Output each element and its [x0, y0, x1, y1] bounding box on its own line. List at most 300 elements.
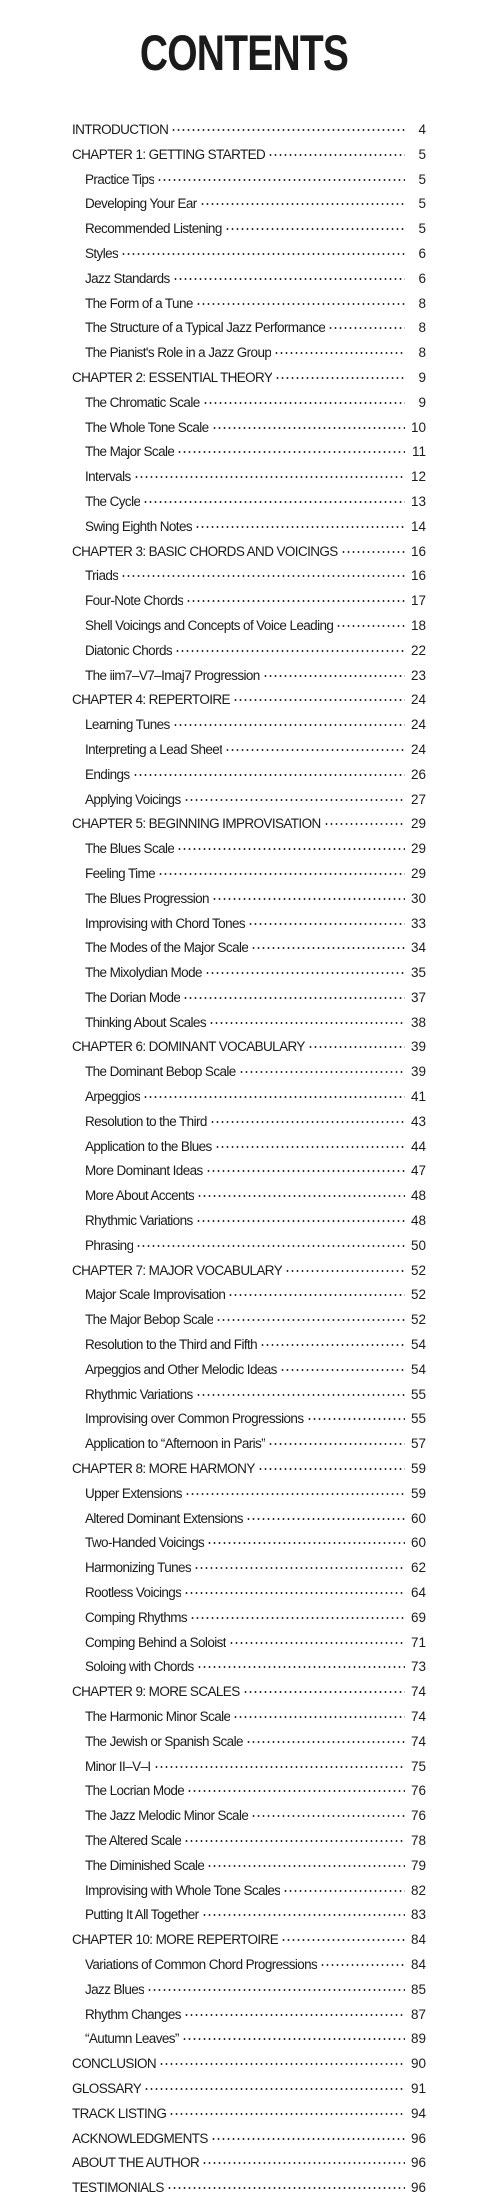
toc-page-number: 29 — [410, 841, 426, 857]
toc-chapter-entry — [72, 540, 426, 565]
toc-subentry — [72, 1581, 426, 1606]
toc-entry-title: The Blues Scale — [85, 841, 175, 857]
toc-entry-title: The Pianist's Role in a Jazz Group — [85, 345, 272, 361]
toc-entry-title: Interpreting a Lead Sheet — [85, 741, 223, 757]
toc-page-number: 35 — [410, 965, 426, 981]
toc-page-number: 74 — [410, 1684, 426, 1700]
toc-page-number: 50 — [410, 1237, 426, 1253]
dot-leader — [280, 1369, 405, 1371]
toc-entry-title: CONCLUSION — [72, 2056, 157, 2072]
dot-leader — [275, 377, 405, 379]
toc-subentry — [72, 1879, 426, 1904]
toc-chapter-entry — [72, 2151, 426, 2176]
toc-page-number: 11 — [411, 444, 426, 460]
dot-leader — [243, 1691, 405, 1693]
dot-leader — [121, 253, 405, 255]
toc-subentry — [72, 465, 426, 490]
toc-page-number: 94 — [410, 2105, 426, 2121]
dot-leader — [210, 1121, 405, 1123]
page-title: CONTENTS — [139, 25, 349, 81]
toc-entry-title: Arpeggios — [85, 1089, 141, 1105]
toc-entry-title: The Harmonic Minor Scale — [85, 1709, 231, 1724]
toc-subentry — [72, 1011, 426, 1036]
toc-entry-title: CHAPTER 6: DOMINANT VOCABULARY — [72, 1039, 305, 1055]
dot-leader — [307, 1418, 406, 1420]
dot-leader — [195, 526, 405, 528]
toc-page-number: 23 — [410, 667, 426, 683]
toc-entry-title: The Structure of a Typical Jazz Performance — [85, 320, 326, 336]
toc-entry-title: Styles — [85, 245, 119, 261]
toc-page-number: 12 — [410, 469, 426, 485]
toc-page-number: 60 — [410, 1510, 426, 1526]
dot-leader — [246, 1518, 405, 1520]
toc-entry-title: Altered Dominant Extensions — [85, 1510, 243, 1526]
toc-subentry — [72, 440, 426, 465]
toc-chapter-entry — [72, 1928, 426, 1953]
toc-entry-title: GLOSSARY — [72, 2080, 142, 2096]
dot-leader — [144, 2088, 405, 2090]
dot-leader — [258, 1468, 405, 1470]
toc-page-number: 73 — [410, 1659, 426, 1675]
toc-entry-title: Improvising over Common Progressions — [85, 1411, 304, 1427]
dot-leader — [207, 1542, 405, 1544]
toc-entry-title: CHAPTER 2: ESSENTIAL THEORY — [72, 369, 273, 385]
toc-entry-title: Major Scale Improvisation — [85, 1287, 226, 1303]
toc-chapter-entry — [72, 812, 426, 837]
dot-leader — [196, 303, 405, 305]
dot-leader — [197, 1195, 405, 1197]
toc-subentry — [72, 292, 426, 317]
dot-leader — [202, 1914, 405, 1916]
toc-subentry — [72, 912, 426, 937]
toc-page-number: 60 — [410, 1535, 426, 1551]
toc-entry-title: Intervals — [85, 469, 131, 485]
toc-page-number: 9 — [418, 369, 426, 385]
toc-page-number: 96 — [410, 2130, 426, 2146]
toc-entry-title: Variations of Common Chord Progressions — [85, 1956, 318, 1972]
toc-page-number: 24 — [410, 692, 426, 708]
toc-subentry — [72, 862, 426, 887]
dot-leader — [202, 2162, 405, 2164]
toc-entry-title: Swing Eighth Notes — [85, 518, 193, 534]
toc-subentry — [72, 1159, 426, 1184]
dot-leader — [177, 451, 405, 453]
toc-chapter-entry — [72, 1457, 426, 1482]
toc-page-number: 5 — [418, 171, 426, 187]
dot-leader — [260, 1344, 405, 1346]
dot-leader — [196, 1394, 405, 1396]
toc-page-number: 39 — [410, 1039, 426, 1055]
toc-entry-title: Application to “Afternoon in Paris” — [85, 1436, 266, 1452]
dot-leader — [183, 997, 405, 999]
toc-page-number: 91 — [410, 2080, 426, 2096]
toc-page-number: 43 — [410, 1113, 426, 1129]
toc-entry-title: CHAPTER 10: MORE REPERTOIRE — [72, 1932, 279, 1948]
toc-subentry — [72, 1333, 426, 1358]
dot-leader — [136, 1245, 405, 1247]
toc-subentry — [72, 887, 426, 912]
toc-entry-title: More About Accents — [85, 1188, 195, 1204]
toc-entry-title: ABOUT THE AUTHOR — [72, 2155, 200, 2171]
toc-subentry — [72, 738, 426, 763]
toc-entry-title: CHAPTER 8: MORE HARMONY — [72, 1461, 255, 1477]
dot-leader — [185, 1493, 405, 1495]
toc-page-number: 79 — [410, 1857, 426, 1873]
toc-page-number: 47 — [410, 1163, 426, 1179]
dot-leader — [320, 1964, 405, 1966]
toc-subentry — [72, 1705, 426, 1730]
toc-subentry — [72, 1308, 426, 1333]
toc-subentry — [72, 515, 426, 540]
toc-page-number: 5 — [418, 146, 426, 162]
toc-chapter-entry — [72, 118, 426, 143]
toc-subentry — [72, 1854, 426, 1879]
toc-entry-title: Application to the Blues — [85, 1138, 212, 1154]
toc-page-number: 22 — [410, 642, 426, 658]
dot-leader — [233, 699, 405, 701]
toc-page-number: 71 — [410, 1634, 426, 1650]
toc-subentry — [72, 986, 426, 1011]
toc-entry-title: Jazz Standards — [85, 270, 170, 286]
dot-leader — [121, 575, 405, 577]
toc-entry-title: The Chromatic Scale — [85, 394, 200, 410]
toc-page-number: 10 — [410, 419, 426, 435]
dot-leader — [169, 2113, 405, 2115]
toc-subentry — [72, 1978, 426, 2003]
toc-subentry — [72, 936, 426, 961]
dot-leader — [233, 1716, 405, 1718]
toc-chapter-entry — [72, 366, 426, 391]
toc-page-number: 69 — [410, 1609, 426, 1625]
toc-entry-title: TRACK LISTING — [72, 2105, 167, 2121]
toc-entry-title: The Blues Progression — [85, 890, 209, 906]
toc-entry-title: The Cycle — [85, 493, 141, 509]
toc-chapter-entry — [72, 143, 426, 168]
toc-subentry — [72, 1383, 426, 1408]
toc-entry-title: The Modes of the Major Scale — [85, 940, 249, 956]
toc-entry-title: Practice Tips — [85, 171, 155, 187]
toc-entry-title: Resolution to the Third — [85, 1113, 207, 1129]
toc-entry-title: Putting It All Together — [85, 1907, 199, 1923]
toc-entry-title: The Dorian Mode — [85, 989, 181, 1005]
toc-page-number: 24 — [410, 717, 426, 733]
toc-page-number: 8 — [418, 295, 426, 311]
dot-leader — [154, 1766, 405, 1768]
toc-page-number: 52 — [410, 1262, 426, 1278]
toc-page-number: 64 — [410, 1585, 426, 1601]
toc-entry-title: Rhythm Changes — [85, 2006, 181, 2022]
toc-entry-title: The Major Bebop Scale — [85, 1312, 214, 1328]
dot-leader — [209, 1022, 405, 1024]
toc-entry-title: Improvising with Whole Tone Scales — [85, 1882, 281, 1898]
toc-page-number: 44 — [410, 1138, 426, 1154]
toc-page-number: 57 — [410, 1436, 426, 1452]
toc-entry-title: Harmonizing Tunes — [85, 1560, 192, 1576]
toc-chapter-entry — [72, 1259, 426, 1284]
toc-page-number: 55 — [410, 1411, 426, 1427]
toc-page-number: 84 — [410, 1932, 426, 1948]
dot-leader — [206, 1170, 405, 1172]
toc-entry-title: The Altered Scale — [85, 1832, 182, 1848]
toc-subentry — [72, 1804, 426, 1829]
toc-subentry — [72, 1283, 426, 1308]
toc-page-number: 27 — [410, 791, 426, 807]
toc-page-number: 84 — [410, 1956, 426, 1972]
dot-leader — [229, 1642, 405, 1644]
toc-chapter-entry — [72, 1680, 426, 1705]
dot-leader — [341, 551, 405, 553]
dot-leader — [177, 848, 405, 850]
toc-page-number: 41 — [410, 1089, 426, 1105]
dot-leader — [197, 1666, 405, 1668]
toc-page-number: 87 — [410, 2006, 426, 2022]
dot-leader — [328, 327, 405, 329]
toc-entry-title: Rhythmic Variations — [85, 1213, 193, 1229]
toc-subentry — [72, 664, 426, 689]
toc-page-number: 6 — [418, 245, 426, 261]
toc-page-number: 54 — [410, 1361, 426, 1377]
toc-page-number: 30 — [410, 890, 426, 906]
toc-entry-title: Triads — [85, 568, 119, 584]
toc-entry-title: Rhythmic Variations — [85, 1386, 193, 1402]
toc-subentry — [72, 1507, 426, 1532]
toc-subentry — [72, 1953, 426, 1978]
toc-page-number: 18 — [410, 617, 426, 633]
toc-chapter-entry — [72, 2127, 426, 2152]
toc-entry-title: Comping Rhythms — [85, 1609, 188, 1625]
toc-chapter-entry — [72, 2052, 426, 2077]
dot-leader — [190, 1617, 405, 1619]
dot-leader — [173, 724, 405, 726]
toc-entry-title: Learning Tunes — [85, 717, 170, 733]
toc-page-number: 4 — [418, 122, 426, 137]
toc-subentry — [72, 614, 426, 639]
toc-entry-title: Resolution to the Third and Fifth — [85, 1337, 258, 1353]
toc-page-number: 59 — [410, 1485, 426, 1501]
toc-page-number: 8 — [418, 320, 426, 336]
toc-page-number: 13 — [410, 493, 426, 509]
toc-entry-title: TESTIMONIALS — [72, 2180, 164, 2196]
dot-leader — [184, 2014, 405, 2016]
dot-leader — [225, 228, 405, 230]
dot-leader — [175, 650, 405, 652]
toc-subentry — [72, 961, 426, 986]
toc-page-number: 26 — [410, 766, 426, 782]
toc-page-number: 33 — [410, 915, 426, 931]
dot-leader — [211, 2138, 405, 2140]
dot-leader — [184, 799, 405, 801]
toc-subentry — [72, 316, 426, 341]
toc-page-number: 74 — [410, 1709, 426, 1724]
toc-page-number: 29 — [410, 865, 426, 881]
dot-leader — [336, 625, 405, 627]
dot-leader — [203, 402, 405, 404]
dot-leader — [186, 600, 405, 602]
toc-entry-title: The Form of a Tune — [85, 295, 193, 311]
toc-subentry — [72, 713, 426, 738]
toc-subentry — [72, 416, 426, 441]
toc-entry-title: CHAPTER 3: BASIC CHORDS AND VOICINGS — [72, 543, 338, 559]
toc-page-number: 16 — [410, 568, 426, 584]
dot-leader — [207, 1865, 405, 1867]
toc-page-number: 76 — [410, 1808, 426, 1824]
toc-subentry — [72, 341, 426, 366]
toc-entry-title: Feeling Time — [85, 865, 156, 881]
toc-page-number: 54 — [410, 1337, 426, 1353]
toc-page-number: 52 — [410, 1312, 426, 1328]
toc-page-number: 8 — [418, 345, 426, 361]
dot-leader — [184, 1840, 405, 1842]
toc-entry-title: Developing Your Ear — [85, 196, 197, 212]
toc-entry-title: CHAPTER 5: BEGINNING IMPROVISATION — [72, 816, 321, 832]
toc-entry-title: Rootless Voicings — [85, 1585, 182, 1601]
toc-page-number: 76 — [410, 1783, 426, 1799]
dot-leader — [173, 278, 405, 280]
toc-subentry — [72, 2003, 426, 2028]
toc-subentry — [72, 1110, 426, 1135]
toc-page-number: 9 — [418, 394, 426, 410]
toc-page-number: 37 — [410, 989, 426, 1005]
toc-subentry — [72, 1829, 426, 1854]
dot-leader — [194, 1567, 405, 1569]
dot-leader — [134, 476, 405, 478]
toc-page-number: 48 — [410, 1188, 426, 1204]
dot-leader — [251, 1815, 405, 1817]
table-of-contents — [72, 118, 426, 2201]
toc-entry-title: Endings — [85, 766, 130, 782]
toc-subentry — [72, 1407, 426, 1432]
toc-subentry — [72, 1209, 426, 1234]
toc-subentry — [72, 1655, 426, 1680]
dot-leader — [281, 1939, 405, 1941]
toc-entry-title: More Dominant Ideas — [85, 1163, 203, 1179]
toc-page-number: 85 — [410, 1981, 426, 1997]
toc-subentry — [72, 589, 426, 614]
toc-subentry — [72, 639, 426, 664]
toc-subentry — [72, 1730, 426, 1755]
toc-entry-title: Recommended Listening — [85, 221, 222, 237]
dot-leader — [251, 947, 405, 949]
toc-entry-title: Diatonic Chords — [85, 642, 173, 658]
toc-entry-title: CHAPTER 4: REPERTOIRE — [72, 692, 230, 708]
toc-entry-title: INTRODUCTION — [72, 122, 169, 137]
toc-page-number: 75 — [410, 1758, 426, 1774]
toc-page-number: 89 — [410, 2031, 426, 2047]
dot-leader — [239, 1071, 405, 1073]
toc-subentry — [72, 1556, 426, 1581]
toc-page-number: 14 — [410, 518, 426, 534]
toc-subentry — [72, 1060, 426, 1085]
dot-leader — [187, 1790, 405, 1792]
dot-leader — [159, 2063, 405, 2065]
toc-page-number: 90 — [410, 2056, 426, 2072]
dot-leader — [171, 129, 405, 131]
toc-subentry — [72, 267, 426, 292]
toc-entry-title: Two-Handed Voicings — [85, 1535, 205, 1551]
toc-page-number: 74 — [410, 1733, 426, 1749]
dot-leader — [143, 1096, 405, 1098]
toc-entry-title: CHAPTER 7: MAJOR VOCABULARY — [72, 1262, 283, 1278]
dot-leader — [133, 774, 405, 776]
toc-chapter-entry — [72, 2176, 426, 2201]
toc-page-number: 78 — [410, 1832, 426, 1848]
toc-page-number: 24 — [410, 741, 426, 757]
dot-leader — [246, 1741, 405, 1743]
toc-page-number: 83 — [410, 1907, 426, 1923]
dot-leader — [196, 1220, 405, 1222]
toc-page-number: 16 — [410, 543, 426, 559]
toc-chapter-entry — [72, 2077, 426, 2102]
toc-page-number: 82 — [410, 1882, 426, 1898]
dot-leader — [283, 1890, 405, 1892]
toc-subentry — [72, 192, 426, 217]
toc-entry-title: Four-Note Chords — [85, 593, 184, 609]
toc-entry-title: The Diminished Scale — [85, 1857, 205, 1873]
dot-leader — [182, 2038, 405, 2040]
toc-entry-title: The Major Scale — [85, 444, 175, 460]
toc-entry-title: Upper Extensions — [85, 1485, 182, 1501]
toc-page-number: 6 — [418, 270, 426, 286]
toc-subentry — [72, 1184, 426, 1209]
toc-subentry — [72, 1903, 426, 1928]
dot-leader — [212, 427, 405, 429]
toc-page-number: 29 — [410, 816, 426, 832]
toc-page-number: 62 — [410, 1560, 426, 1576]
toc-subentry — [72, 2027, 426, 2052]
toc-entry-title: The Whole Tone Scale — [85, 419, 209, 435]
toc-page-number: 96 — [410, 2180, 426, 2196]
toc-entry-title: The Jewish or Spanish Scale — [85, 1733, 243, 1749]
toc-entry-title: Improvising with Chord Tones — [85, 915, 246, 931]
toc-subentry — [72, 1085, 426, 1110]
dot-leader — [215, 1146, 405, 1148]
toc-subentry — [72, 1482, 426, 1507]
dot-leader — [147, 1989, 405, 1991]
toc-subentry — [72, 1755, 426, 1780]
toc-subentry — [72, 490, 426, 515]
toc-page-number: 52 — [410, 1287, 426, 1303]
toc-page-number: 55 — [410, 1386, 426, 1402]
toc-page-number: 5 — [418, 196, 426, 212]
toc-entry-title: CHAPTER 1: GETTING STARTED — [72, 146, 266, 162]
toc-page-number: 5 — [418, 221, 426, 237]
dot-leader — [285, 1270, 405, 1272]
dot-leader — [274, 352, 405, 354]
dot-leader — [167, 2187, 405, 2189]
toc-subentry — [72, 1432, 426, 1457]
toc-subentry — [72, 1135, 426, 1160]
toc-subentry — [72, 1631, 426, 1656]
toc-page-number: 59 — [410, 1461, 426, 1477]
dot-leader — [324, 823, 405, 825]
dot-leader — [268, 154, 405, 156]
toc-entry-title: “Autumn Leaves” — [85, 2031, 179, 2047]
toc-chapter-entry — [72, 688, 426, 713]
dot-leader — [212, 898, 405, 900]
toc-chapter-entry — [72, 1035, 426, 1060]
dot-leader — [308, 1046, 405, 1048]
toc-entry-title: The Mixolydian Mode — [85, 965, 202, 981]
dot-leader — [184, 1592, 405, 1594]
dot-leader — [143, 501, 405, 503]
toc-entry-title: ACKNOWLEDGMENTS — [72, 2130, 208, 2146]
toc-entry-title: Thinking About Scales — [85, 1014, 206, 1030]
toc-subentry — [72, 168, 426, 193]
dot-leader — [157, 179, 405, 181]
toc-subentry — [72, 1234, 426, 1259]
toc-subentry — [72, 1358, 426, 1383]
toc-entry-title: The Dominant Bebop Scale — [85, 1064, 236, 1080]
